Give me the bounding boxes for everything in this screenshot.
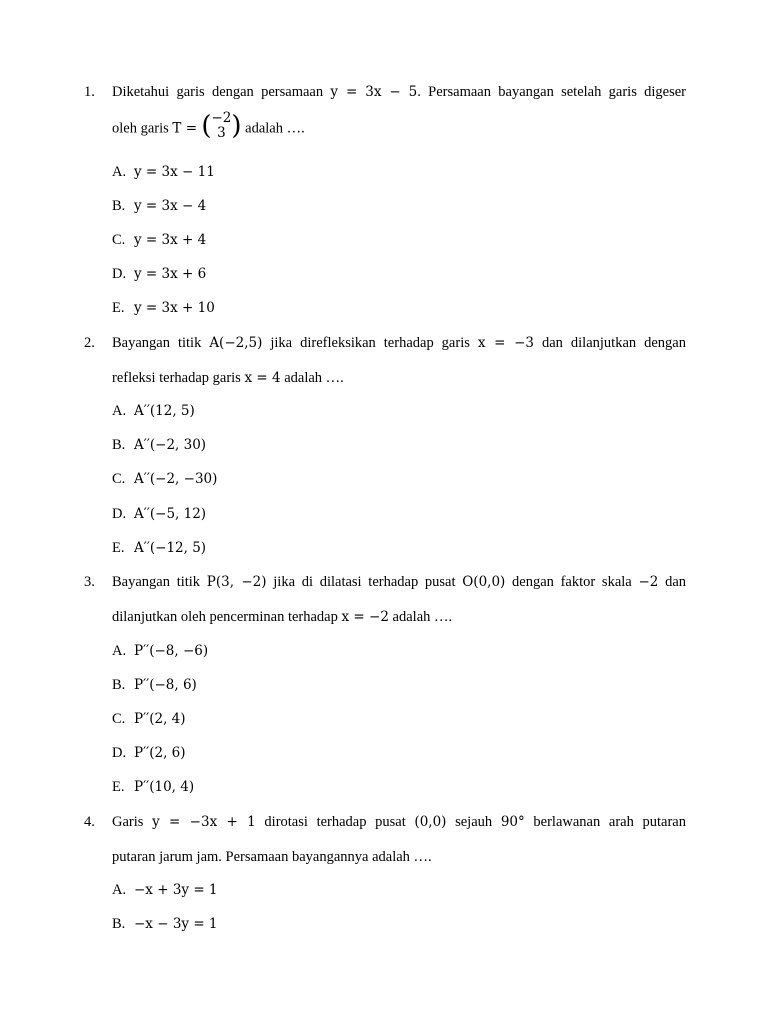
option-c: C. P′′(2, 4) [112,711,186,727]
option-e: E. y = 3x + 10 [112,300,215,316]
option-b: B. −x − 3y = 1 [112,916,218,932]
question-text-line-2: oleh garis T = (−2 3 ) adalah …. [112,110,305,141]
question-number: 3. [84,574,95,590]
question-text-line-2: putaran jarum jam. Persamaan bayangannya adalah …. [112,849,432,865]
question-text-line-1: Diketahui garis dengan persamaan y = 3x − 5. Persamaan bayangan setelah garis digeser [112,84,686,100]
option-c: C. A′′(−2, −30) [112,471,218,487]
option-a: A. P′′(−8, −6) [112,643,209,659]
question-text-line-1: Bayangan titik P(3, −2) jika di dilatasi terhadap pusat O(0,0) dengan faktor skala −2 dan [112,574,687,590]
option-b: B. A′′(−2, 30) [112,437,207,453]
question-number: 1. [84,84,95,100]
question-text-line-1: Bayangan titik A(−2,5) jika direfleksikan terhadap garis x = −3 dan dilanjutkan dengan [112,335,686,351]
question-number: 2. [84,335,95,351]
option-d: D. P′′(2, 6) [112,745,186,761]
option-d: D. A′′(−5, 12) [112,506,207,522]
option-c: C. y = 3x + 4 [112,232,207,248]
question-text-line-2: dilanjutkan oleh pencerminan terhadap x = −2 adalah …. [112,609,453,625]
math-expression: T = [172,120,202,137]
column-vector: (−2 3 ) [201,110,242,141]
option-a: A. y = 3x − 11 [112,164,215,180]
option-e: E. A′′(−12, 5) [112,540,207,556]
question-text-line-2: refleksi terhadap garis x = 4 adalah …. [112,370,344,386]
option-a: A. A′′(12, 5) [112,403,195,419]
question-number: 4. [84,814,95,830]
option-a: A. −x + 3y = 1 [112,882,218,898]
math-expression: y = 3x − 5 [330,84,418,100]
option-b: B. y = 3x − 4 [112,198,207,214]
option-d: D. y = 3x + 6 [112,266,207,282]
option-b: B. P′′(−8, 6) [112,677,197,693]
option-e: E. P′′(10, 4) [112,779,195,795]
question-text-line-1: Garis y = −3x + 1 dirotasi terhadap pusat (0,0) sejauh 90° berlawanan arah putaran [112,814,686,830]
